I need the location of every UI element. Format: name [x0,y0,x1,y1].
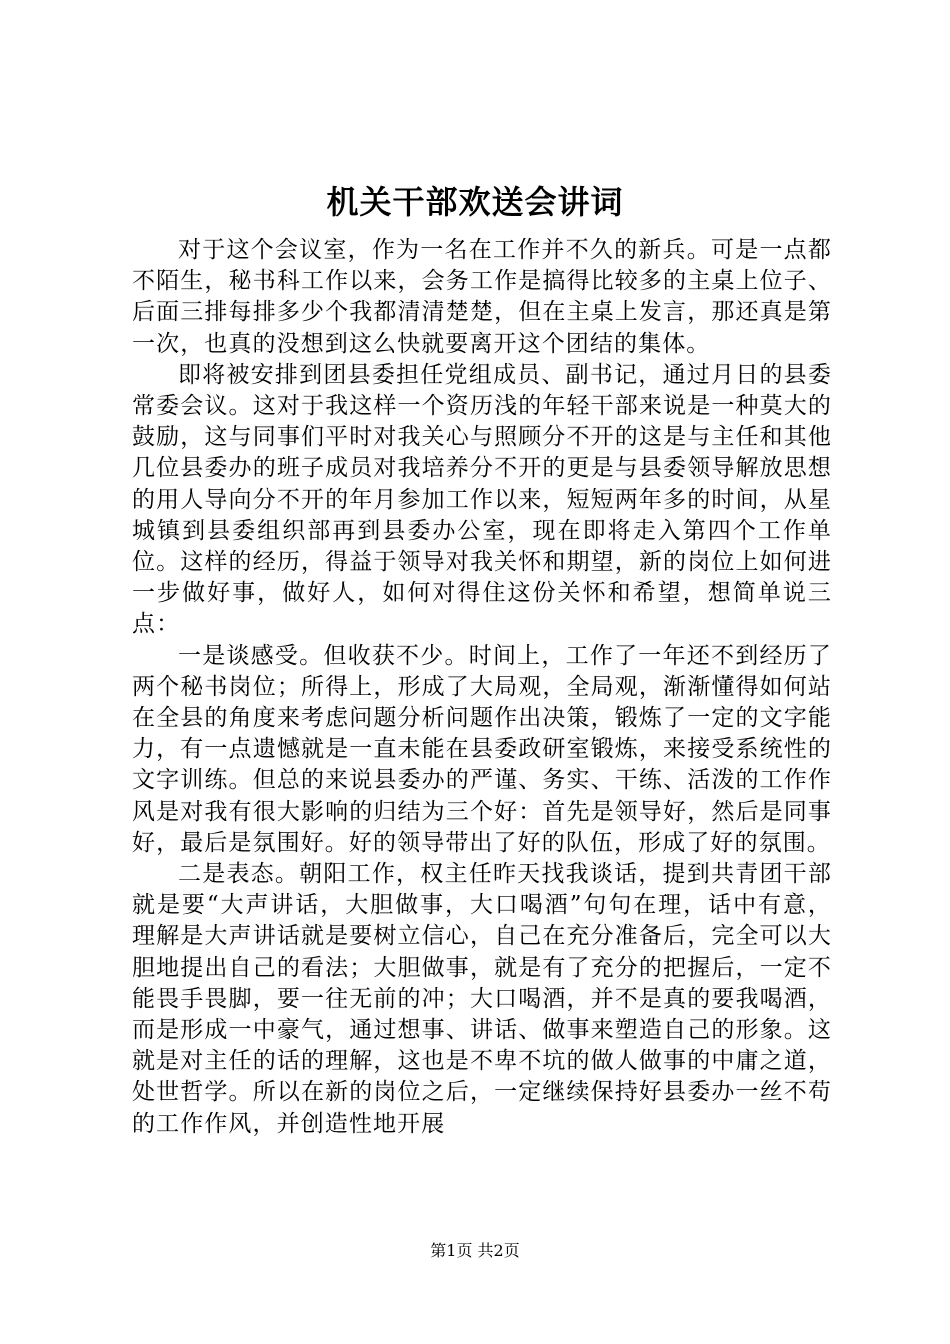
paragraph-intro: 对于这个会议室，作为一名在工作并不久的新兵。可是一点都不陌生，秘书科工作以来，会务工作是搞得比较多的主桌上位子、后面三排每排多少个我都清清楚楚，但在主桌上发言，那还真是第一次，也真的没想到这么快就要离开这个团结的集体。 [132,237,832,357]
page-number-footer: 第1页 共2页 [430,1241,520,1260]
paragraph-statement: 二是表态。朝阳工作，权主任昨天找我谈话，提到共青团干部就是要“大声讲话，大胆做事，大口喝酒”句句在理，话中有意，理解是大声讲话就是要树立信心，自己在充分准备后，完全可以大胆地提出自己的看法；大胆做事，就是有了充分的把握后，一定不能畏手畏脚，要一往无前的冲；大口喝酒，并不是真的要我喝酒，而是形成一中豪气，通过想事、讲话、做事来塑造自己的形象。这就是对主任的话的理解，这也是不卑不坑的做人做事的中庸之道，处世哲学。所以在新的岗位之后，一定继续保持好县委办一丝不苟的工作作风，并创造性地开展 [132,861,832,1137]
paragraph-appointment: 即将被安排到团县委担任党组成员、副书记，通过月日的县委常委会议。这对于我这样一个资历浅的年轻干部来说是一种莫大的鼓励，这与同事们平时对我关心与照顾分不开的这是与主任和其他几位县委办的班子成员对我培养分不开的更是与县委领导解放思想的用人导向分不开的年月参加工作以来，短短两年多的时间，从星城镇到县委组织部再到县委办公室，现在即将走入第四个工作单位。这样的经历，得益于领导对我关怀和期望，新的岗位上如何进一步做好事，做好人，如何对得住这份关怀和希望，想简单说三点： [132,361,832,638]
paragraph-feelings: 一是谈感受。但收获不少。时间上，工作了一年还不到经历了两个秘书岗位；所得上，形成了大局观，全局观，渐渐懂得如何站在全县的角度来考虑问题分析问题作出决策，锻炼了一定的文字能力，有一点遗憾就是一直未能在县委政研室锻炼，来接受系统性的文字训练。但总的来说县委办的严谨、务实、干练、活泼的工作作风是对我有很大影响的归结为三个好：首先是领导好，然后是同事好，最后是氛围好。好的领导带出了好的队伍，形成了好的氛围。 [132,642,832,856]
document-body [132,235,832,1140]
document-title: 机关干部欢送会讲词 [326,183,624,221]
